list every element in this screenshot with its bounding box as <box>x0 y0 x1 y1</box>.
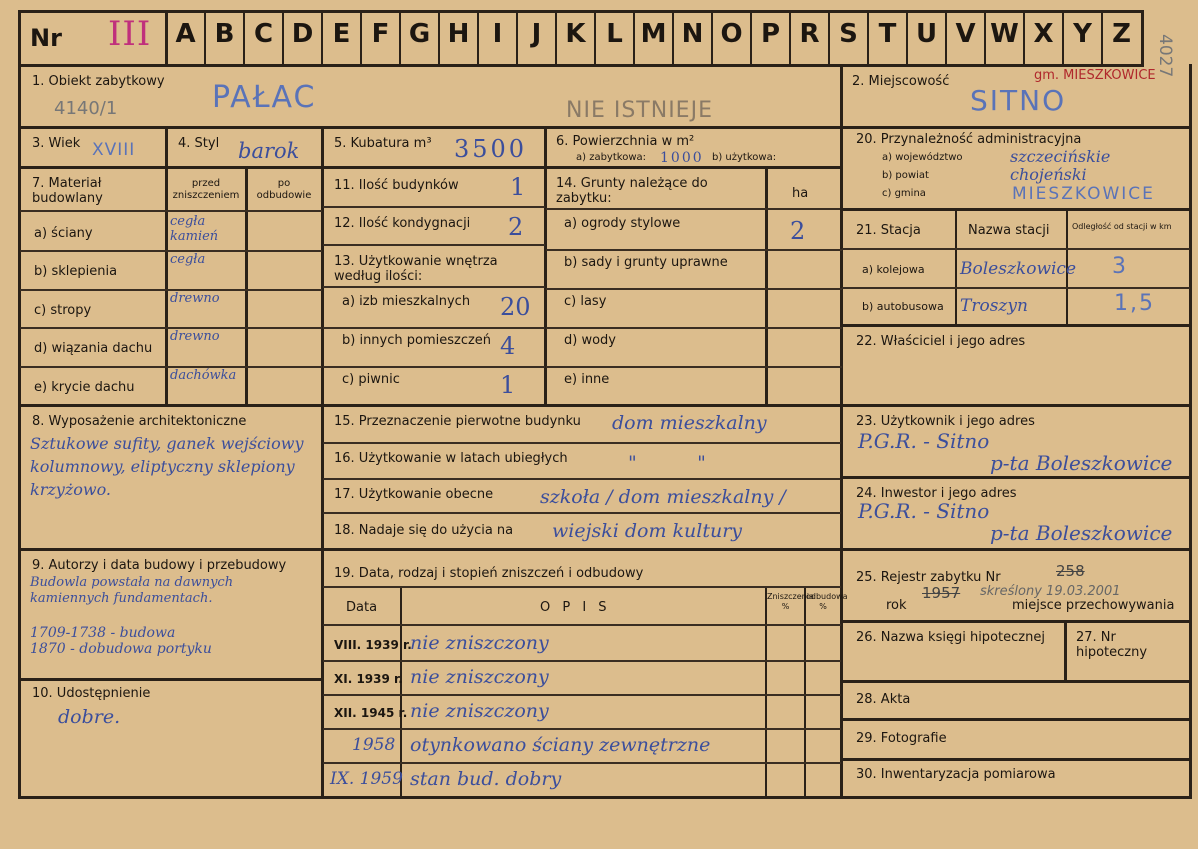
alphabet-letter-l: L <box>606 19 623 49</box>
f16-value: " " <box>628 452 706 474</box>
f5-value: 3500 <box>454 135 528 163</box>
f7-row-label: e) krycie dachu <box>34 379 135 395</box>
nr-value: III <box>108 14 152 54</box>
f2-value: SITNO <box>970 84 1067 117</box>
f8-label: 8. Wyposażenie architektoniczne <box>32 414 247 429</box>
alphabet-letter-g: G <box>408 19 431 49</box>
f19-col-odb: odbudowa % <box>806 592 848 611</box>
alphabet-divider <box>672 10 674 67</box>
f25-place-label: miejsce przechowywania <box>1012 598 1175 613</box>
f13-row-label: b) innych pomieszczeń <box>342 333 492 348</box>
alphabet-letter-b: B <box>214 19 235 49</box>
f14-unit: ha <box>792 186 809 201</box>
f8-value: Sztukowe sufity, ganek wejściowy kolumnowy, eliptyczny sklepiony krzyżowo. <box>30 434 304 499</box>
alphabet-divider <box>516 10 518 67</box>
f7-row-value: drewno <box>170 329 220 345</box>
alphabet-letter-n: N <box>681 19 704 49</box>
alphabet-letter-k: K <box>565 19 586 49</box>
f20-row-label: a) województwo <box>882 152 963 163</box>
f24-line2: p-ta Boleszkowice <box>990 521 1173 545</box>
alphabet-divider <box>282 10 284 67</box>
f19-row-opis: otynkowano ściany zewnętrzne <box>410 734 711 756</box>
f15-value: dom mieszkalny <box>612 412 767 434</box>
f9-value: Budowla powstała na dawnych kamiennych fundamentach. <box>30 575 234 606</box>
f14-row-label: d) wody <box>564 333 616 348</box>
f11-label: 11. Ilość budynków <box>334 178 459 193</box>
f6-sub-b: b) użytkowa: <box>712 152 777 163</box>
f6-label: 6. Powierzchnia w m² <box>556 134 695 149</box>
alphabet-letter-f: F <box>371 19 390 49</box>
f14-row-divider <box>546 327 842 329</box>
f23-line2: p-ta Boleszkowice <box>990 451 1173 475</box>
alphabet-letter-u: U <box>915 19 938 49</box>
f13-row-value: 20 <box>500 293 531 321</box>
nr-label: Nr <box>30 24 62 52</box>
f1-note: 4140/1 <box>54 98 118 119</box>
alphabet-divider <box>1062 10 1064 67</box>
alphabet-letter-m: M <box>640 19 667 49</box>
f19-row-date: 1958 <box>352 735 396 755</box>
alphabet-divider <box>789 10 791 67</box>
alphabet-letter-v: V <box>955 19 976 49</box>
f20-label: 20. Przynależność administracyjna <box>856 132 1082 147</box>
f11-value: 1 <box>510 173 526 201</box>
alphabet-divider <box>477 10 479 67</box>
f15-label: 15. Przeznaczenie pierwotne budynku <box>334 414 581 429</box>
f21-col-name: Nazwa stacji <box>968 223 1050 238</box>
f4-label: 4. Styl <box>178 136 220 151</box>
f25-nr-value: 258 <box>1056 562 1085 580</box>
f19-row-divider <box>323 694 841 696</box>
f28-label: 28. Akta <box>856 692 911 707</box>
alphabet-divider <box>1101 10 1103 67</box>
f2-note: gm. MIESZKOWICE <box>1034 68 1156 83</box>
alphabet-divider <box>750 10 752 67</box>
f19-row-opis: nie zniszczony <box>410 666 549 688</box>
f21-row-label: a) kolejowa <box>862 263 925 276</box>
f14-row-divider <box>546 249 842 251</box>
f4-value: barok <box>238 139 300 163</box>
f19-row-date: VIII. 1939 r. <box>334 638 412 652</box>
f14-label: 14. Grunty należące do zabytku: <box>556 176 708 206</box>
f14-row-divider <box>546 366 842 368</box>
f3-label: 3. Wiek <box>32 136 81 151</box>
f20-row-value: chojeński <box>1010 165 1087 184</box>
f1-stamp: NIE ISTNIEJE <box>566 98 713 123</box>
f21-row-divider <box>842 287 1190 289</box>
alphabet-divider <box>828 10 830 67</box>
f18-label: 18. Nadaje się do użycia na <box>334 523 514 538</box>
f7-col-before: przed zniszczeniem <box>172 178 240 201</box>
f19-col-date: Data <box>346 600 378 615</box>
f20-row-label: b) powiat <box>882 170 929 181</box>
alphabet-divider <box>984 10 986 67</box>
f14-row-label: a) ogrody stylowe <box>564 216 681 231</box>
alphabet-letter-s: S <box>839 19 858 49</box>
alphabet-divider <box>711 10 713 67</box>
f9-line2: 1709-1738 - budowa <box>30 625 176 641</box>
f9-line3: 1870 - dobudowa portyku <box>30 641 212 657</box>
alphabet-divider <box>438 10 440 67</box>
alphabet-letter-z: Z <box>1112 19 1131 49</box>
f20-row-value: MIESZKOWICE <box>1012 184 1155 204</box>
f19-row-date: IX. 1959 <box>330 769 403 789</box>
f14-row-value: 2 <box>790 217 806 245</box>
f14-row-label: b) sady i grunty uprawne <box>564 255 728 270</box>
f6-value-a: 1000 <box>660 150 704 166</box>
f16-label: 16. Użytkowanie w latach ubiegłych <box>334 451 568 466</box>
f1-value: PAŁAC <box>212 80 317 115</box>
f7-col-after: po odbudowie <box>256 178 312 201</box>
f12-value: 2 <box>508 213 524 241</box>
f13-label: 13. Użytkowanie wnętrza według ilości: <box>334 254 498 284</box>
f14-row-label: e) inne <box>564 372 610 387</box>
alphabet-divider <box>360 10 362 67</box>
f22-label: 22. Właściciel i jego adres <box>856 334 1026 349</box>
f21-label: 21. Stacja <box>856 223 921 238</box>
f23-line1: P.G.R. - Sitno <box>858 429 990 453</box>
f2-label: 2. Miejscowość <box>852 74 950 89</box>
f21-row-label: b) autobusowa <box>862 300 944 313</box>
alphabet-letter-i: I <box>492 19 503 49</box>
f7-row-label: d) wiązania dachu <box>34 341 153 357</box>
f27-label: 27. Nr hipoteczny <box>1076 630 1148 660</box>
f19-row-date: XI. 1939 r. <box>334 672 403 686</box>
f21-row-name: Boleszkowice <box>960 259 1077 279</box>
alphabet-divider <box>555 10 557 67</box>
f25-rok-value: 1957 <box>922 584 961 602</box>
f13-row-divider <box>323 366 545 368</box>
alphabet-letter-p: P <box>760 19 781 49</box>
f7-row-value: dachówka <box>170 367 237 383</box>
f25-rok-label: rok <box>886 598 907 613</box>
alphabet-letter-o: O <box>720 19 743 49</box>
f19-label: 19. Data, rodzaj i stopień zniszczeń i odbudowy <box>334 566 644 581</box>
alphabet-divider <box>633 10 635 67</box>
alphabet-divider <box>1023 10 1025 67</box>
alphabet-divider <box>204 10 206 67</box>
f12-label: 12. Ilość kondygnacji <box>334 216 471 231</box>
alphabet-letter-c: C <box>253 19 274 49</box>
alphabet-divider <box>906 10 908 67</box>
f7-row-label: a) ściany <box>34 226 93 241</box>
alphabet-letter-r: R <box>799 19 820 49</box>
f7-row-value: drewno <box>170 290 220 306</box>
f9-label: 9. Autorzy i data budowy i przebudowy <box>32 558 287 573</box>
alphabet-letter-a: A <box>175 19 196 49</box>
f24-line1: P.G.R. - Sitno <box>858 499 990 523</box>
f10-label: 10. Udostępnienie <box>32 686 151 701</box>
header-bottom-line <box>18 64 1144 67</box>
f20-row-value: szczecińskie <box>1010 147 1111 166</box>
alphabet-letter-w: W <box>990 19 1019 49</box>
f21-row-dist: 3 <box>1112 254 1128 279</box>
alphabet-divider <box>243 10 245 67</box>
f19-col-opis: O P I S <box>540 600 611 615</box>
f1-label: 1. Obiekt zabytkowy <box>32 74 165 89</box>
f19-row-divider <box>323 762 841 764</box>
f7-row-label: c) stropy <box>34 302 92 318</box>
f21-col-dist: Odległość od stacji w km <box>1072 222 1172 231</box>
alphabet-divider <box>594 10 596 67</box>
f30-label: 30. Inwentaryzacja pomiarowa <box>856 767 1056 782</box>
alphabet-letter-y: Y <box>1073 19 1092 49</box>
f13-row-label: a) izb mieszkalnych <box>342 294 471 309</box>
f21-row-name: Troszyn <box>960 296 1028 316</box>
f24-label: 24. Inwestor i jego adres <box>856 486 1017 501</box>
f13-row-label: c) piwnic <box>342 372 400 387</box>
alphabet-letter-j: J <box>531 19 542 49</box>
f19-row-opis: nie zniszczony <box>410 700 549 722</box>
alphabet-letter-t: T <box>878 19 897 49</box>
f17-value: szkoła / dom mieszkalny / <box>540 486 786 508</box>
f14-row-divider <box>546 288 842 290</box>
corner-note: 4027 <box>1155 34 1175 78</box>
f21-row-dist: 1,5 <box>1114 291 1155 316</box>
alphabet-divider <box>945 10 947 67</box>
f13-row-value: 4 <box>500 332 516 360</box>
f26-label: 26. Nazwa księgi hipotecznej <box>856 630 1045 645</box>
f7-row-value: cegła kamień <box>170 214 219 244</box>
f10-value: dobre. <box>58 706 121 728</box>
f25-note: skreślony 19.03.2001 <box>980 584 1121 599</box>
f17-label: 17. Użytkowanie obecne <box>334 487 494 502</box>
f19-row-opis: nie zniszczony <box>410 632 549 654</box>
f7-row-value: cegła <box>170 252 206 268</box>
alphabet-letter-h: H <box>447 19 470 49</box>
f14-row-label: c) lasy <box>564 294 607 309</box>
f23-label: 23. Użytkownik i jego adres <box>856 414 1035 429</box>
f19-row-date: XII. 1945 r. <box>334 706 408 720</box>
f19-row-divider <box>323 660 841 662</box>
f3-value: XVIII <box>92 140 136 160</box>
f29-label: 29. Fotografie <box>856 731 947 746</box>
f7-label: 7. Materiał budowlany <box>32 176 103 206</box>
f13-row-value: 1 <box>500 371 516 399</box>
f19-row-opis: stan bud. dobry <box>410 768 562 790</box>
alphabet-divider <box>399 10 401 67</box>
f18-value: wiejski dom kultury <box>552 520 743 542</box>
f19-col-zn: Zniszczenia % <box>767 592 814 611</box>
f5-label: 5. Kubatura m³ <box>334 136 432 151</box>
alphabet-letter-x: X <box>1033 19 1054 49</box>
alphabet-letter-d: D <box>291 19 314 49</box>
f25-label: 25. Rejestr zabytku Nr <box>856 570 1001 585</box>
f19-row-divider <box>323 728 841 730</box>
f13-row-divider <box>323 327 545 329</box>
f6-sub-a: a) zabytkowa: <box>576 152 646 163</box>
f20-row-label: c) gmina <box>882 188 926 199</box>
alphabet-divider <box>867 10 869 67</box>
f7-row-label: b) sklepienia <box>34 264 118 280</box>
alphabet-divider <box>321 10 323 67</box>
alphabet-letter-e: E <box>332 19 351 49</box>
